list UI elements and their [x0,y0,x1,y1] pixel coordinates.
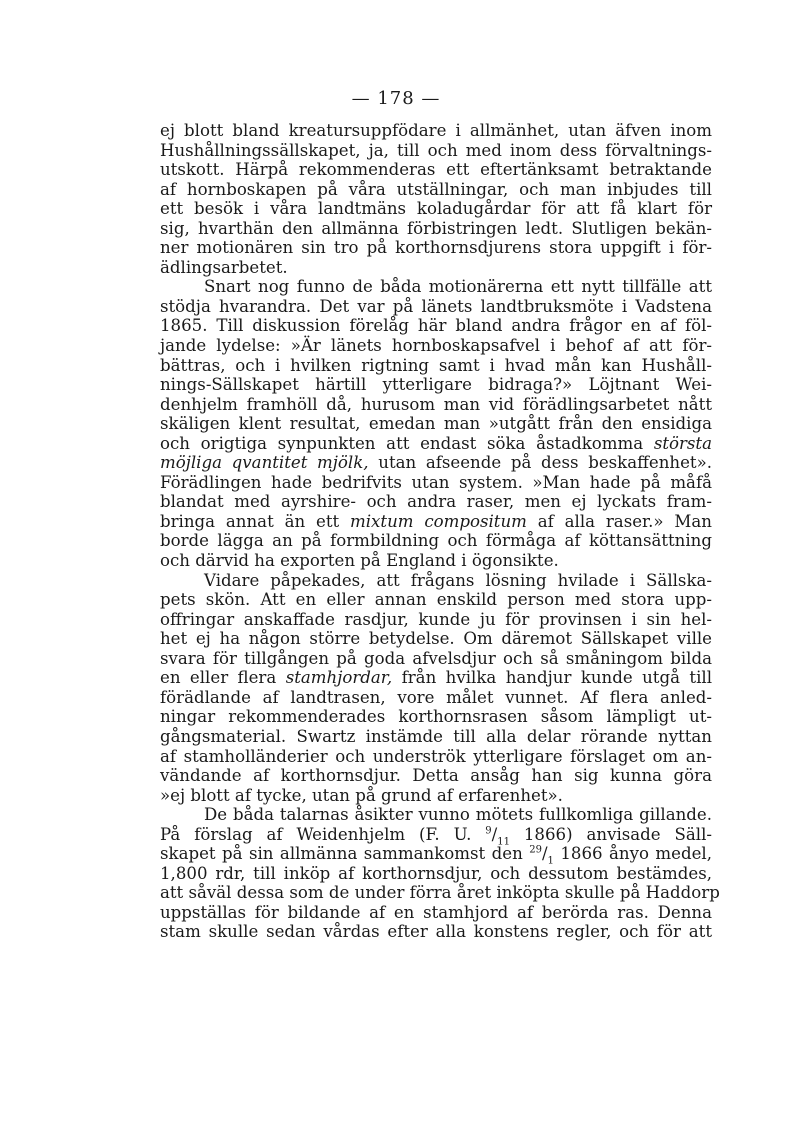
text-line: bringa annat än ett mixtum compositum af alla raser.» Man [160,511,712,531]
italic-phrase: mixtum compositum [350,511,527,531]
text-line: stödja hvarandra. Det var på länets landtbruksmöte i Vadstena [160,296,712,316]
italic-phrase: möjliga qvantitet mjölk, [160,453,369,473]
text-line: ädlingsarbetet. [160,257,288,277]
text-line: Vidare påpekades, att frågans lösning hvilade i Sällska- [204,570,712,590]
text-line: denhjelm framhöll då, hurusom man vid förädlingsarbetet nått [160,394,712,414]
italic-phrase: största [653,433,712,453]
text-line: af stamholländerier och underströk ytterligare förslaget om an- [160,746,712,766]
text-line: blandat med ayrshire- och andra raser, men ej lyckats fram- [160,492,712,512]
text-line: skapet på sin allmänna sammankomst den $^{29}/_1$ 1866 ånyo medel, [160,844,713,867]
text-line: att såväl dessa som de under förra året inköpta skulle på Haddorp [160,883,720,903]
text-line: het ej ha någon större betydelse. Om däremot Sällskapet ville [160,629,712,649]
text-line: »ej blott af tycke, utan på grund af erfarenhet». [160,785,563,805]
text-line: ner motionären sin tro på korthornsdjurens stora uppgift i för- [160,238,712,258]
text-line: 1865. Till diskussion förelåg här bland andra frågor en af föl- [160,316,712,336]
text-line: offringar anskaffade rasdjur, kunde ju för provinsen i sin hel- [160,609,712,629]
text-line: af hornboskapen på våra utställningar, och man inbjudes till [160,179,712,199]
text-line: vändande af korthornsdjur. Detta ansåg han sig kunna göra [160,766,712,786]
fraction-numerator: 29 [529,844,542,856]
text-line: sig, hvarthän den allmänna förbistringen ledt. Slutligen bekän- [160,218,712,238]
text-line: utskott. Härpå rekommenderas ett eftertänksamt betraktande [160,160,712,180]
text-line: förädlande af landtrasen, vore målet vunnet. Af flera anled- [160,687,712,707]
text-line: På förslag af Weidenhjelm (F. U. $^9/_{11}$ 1866) anvisade Säll- [160,824,712,847]
text-line: ett besök i våra landtmäns koladugårdar för att få klart för [160,199,712,219]
page-number: — 178 — [351,88,441,109]
body-text [160,121,720,942]
text-line: skäligen klent resultat, emedan man »utgått från den ensidiga [160,414,712,434]
fraction-denominator: 11 [497,836,510,847]
text-line: Snart nog funno de båda motionärerna ett nytt tillfälle att [204,277,712,297]
text-line: svara för tillgången på goda afvelsdjur och så småningom bilda [160,648,712,668]
text-line: 1,800 rdr, till inköp af korthornsdjur, och dessutom bestämdes, [160,863,712,883]
text-line: ej blott bland kreatursuppfödare i allmänhet, utan äfven inom [160,121,712,140]
text-line: pets skön. Att en eller annan enskild person med stora upp- [160,590,712,610]
text-line: Hushållningssällskapet, ja, till och med inom dess förvaltnings- [160,140,712,160]
text-line: och därvid ha exporten på England i ögonsikte. [160,551,559,571]
text-line: nings-Sällskapet härtill ytterligare bidraga?» Löjtnant Wei- [160,375,712,395]
text-line: jande lydelse: »Är länets hornboskapsafvel i behof af att för- [160,336,712,356]
fraction-numerator: 9 [485,825,492,837]
text-line: och origtiga synpunkten att endast söka åstadkomma största [160,433,712,453]
text-line: De båda talarnas åsikter vunno mötets fullkomliga gillande. [204,805,712,825]
text-line: bättras, och i hvilken rigtning samt i hvad mån kan Hushåll- [160,355,712,375]
text-line: stam skulle sedan vårdas efter alla konstens regler, och för att [160,922,712,942]
text-line: en eller flera stamhjordar, från hvilka handjur kunde utgå till [160,668,713,688]
text-line: uppställas för bildande af en stamhjord af berörda ras. Denna [160,902,712,922]
text-line: gångsmaterial. Swartz instämde till alla delar rörande nyttan [160,726,712,746]
italic-phrase: stamhjordar, [285,668,393,688]
text-line: borde lägga an på formbildning och förmåga af köttansättning [160,531,712,551]
text-line: Förädlingen hade bedrifvits utan system. »Man hade på måfå [160,472,712,492]
fraction-denominator: 1 [547,855,554,867]
text-line: ningar rekommenderades korthornsrasen såsom lämpligt ut- [160,707,712,727]
text-line: möjliga qvantitet mjölk, utan afseende på dess beskaffenhet». [160,453,712,473]
